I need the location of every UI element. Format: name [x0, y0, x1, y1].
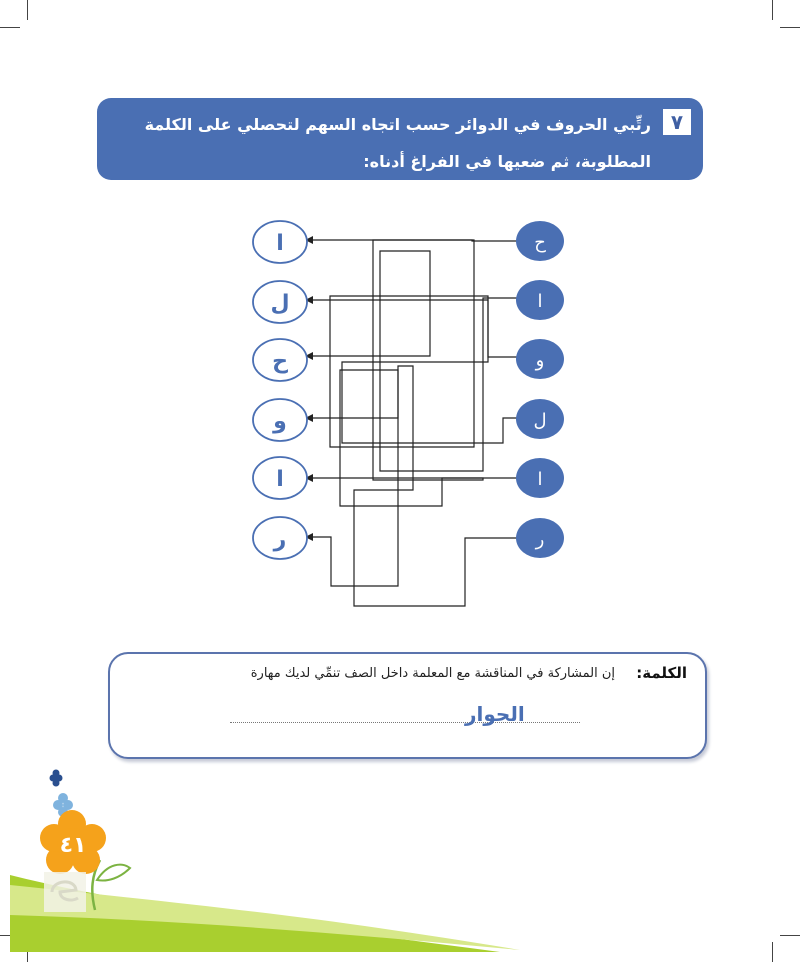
- answer-circle-text: ا: [276, 231, 284, 256]
- word-sentence: إن المشاركة في المناقشة مع المعلمة داخل الصف تنمِّي لديك مهارة: [250, 666, 615, 681]
- footer-decoration: [0, 760, 800, 962]
- answer-circle-text: ر: [273, 527, 287, 552]
- letter-circle-text: ل: [533, 410, 547, 431]
- maze-path: [306, 366, 518, 606]
- flower-leaf: [97, 865, 130, 881]
- maze-path: [306, 240, 518, 480]
- answer-circle-text: ا: [276, 467, 284, 492]
- answer-circle-text: ل: [270, 291, 290, 316]
- word-label: الكلمة:: [636, 664, 687, 682]
- letter-circle-text: ح: [534, 232, 546, 253]
- maze-path: [306, 251, 518, 471]
- letter-circle-text: ا: [537, 469, 543, 490]
- letter-circle-text: ر: [535, 529, 545, 550]
- maze-path: [306, 240, 518, 447]
- small-flower-icon: [50, 770, 63, 787]
- page-number: ٤١: [59, 833, 87, 858]
- question-text: رتِّبي الحروف في الدوائر حسب اتجاه السهم لتحصلي على الكلمة المطلوبة، ثم ضعيها في الفراغ أدناه:: [144, 115, 651, 171]
- answer-circle-text: و: [273, 409, 287, 434]
- maze-path: [306, 300, 518, 443]
- letter-circle-text: ا: [537, 291, 543, 312]
- answer-text[interactable]: الحوار: [465, 702, 525, 726]
- answer-dotted-line: [230, 722, 580, 723]
- answer-circle-text: ح: [272, 349, 288, 374]
- word-answer-box: [108, 652, 707, 759]
- letter-circle-text: و: [535, 350, 545, 371]
- question-number: ٧: [663, 109, 691, 135]
- maze-path: [306, 370, 518, 506]
